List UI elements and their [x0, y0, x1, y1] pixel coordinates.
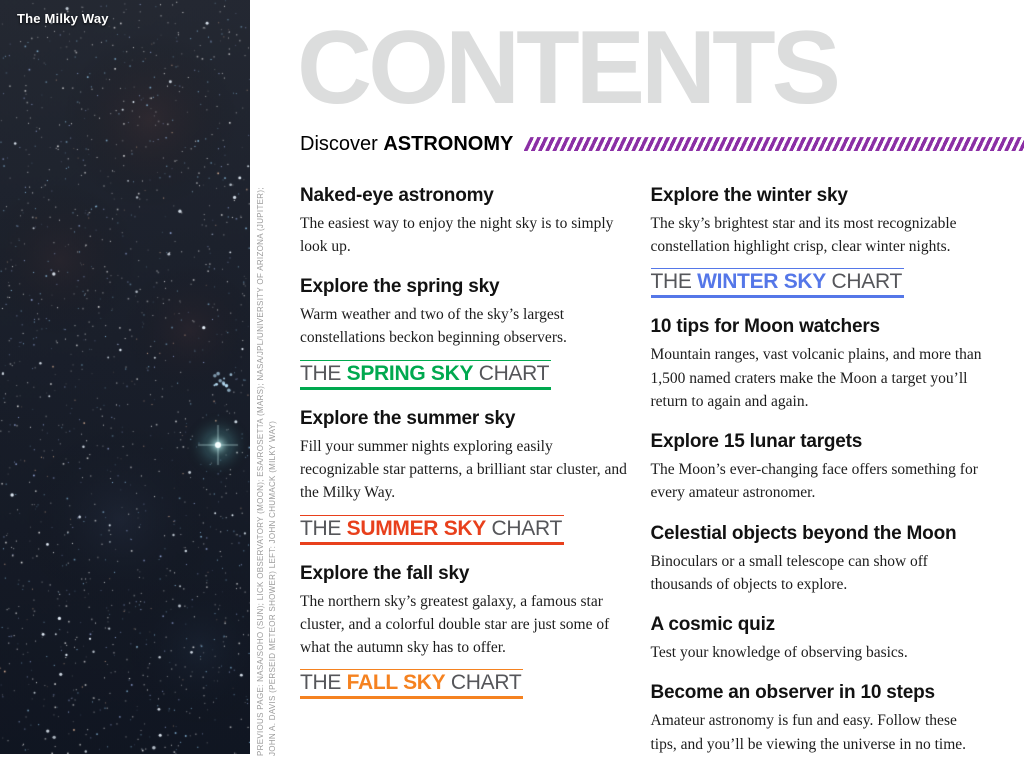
winter-sky-chart-link[interactable] — [651, 268, 904, 298]
spring-sky-chart-link[interactable] — [300, 360, 551, 390]
chart-link-season: FALL SKY — [346, 671, 446, 695]
entry-summary: Binoculars or a small telescope can show off thousands of objects to explore. — [650, 552, 928, 593]
toc-entry-lunar-targets — [651, 431, 986, 505]
chart-link-suffix: CHART — [486, 516, 562, 540]
chart-link-prefix: THE — [300, 361, 347, 385]
entry-title: Naked-eye astronomy — [300, 184, 494, 206]
summer-sky-chart-link[interactable] — [300, 515, 564, 545]
toc-entry-spring-sky — [300, 276, 635, 390]
entry-summary: The easiest way to enjoy the night sky is to simply look up. — [300, 214, 614, 255]
toc-columns — [297, 177, 1024, 756]
entry-title: Become an observer in 10 steps — [650, 682, 935, 704]
entry-title: A cosmic quiz — [650, 614, 775, 636]
kicker-regular: Discover — [300, 132, 384, 155]
page-title: CONTENTS — [297, 10, 837, 126]
hatched-divider-band — [523, 137, 1024, 151]
chart-link-season: WINTER SKY — [697, 270, 826, 294]
entry-title: Explore the winter sky — [650, 184, 848, 206]
milky-way-photo — [0, 0, 250, 754]
toc-entry-moon-tips — [651, 316, 986, 413]
entry-title: Explore 15 lunar targets — [650, 431, 863, 453]
section-kicker — [300, 133, 513, 156]
toc-entry-cosmic-quiz — [651, 614, 986, 664]
entry-summary: The northern sky’s greatest galaxy, a famous star cluster, and a colorful double star are just some of what the autumn sky has to offer. — [300, 592, 610, 657]
toc-entry-become-observer — [651, 682, 986, 756]
entry-summary: The sky’s brightest star and its most recognizable constellation highlight crisp, clear winter nights. — [650, 214, 957, 255]
photo-caption: The Milky Way — [17, 11, 109, 26]
toc-column-left — [300, 177, 635, 756]
chart-link-prefix: THE — [650, 270, 698, 294]
entry-title: 10 tips for Moon watchers — [650, 316, 880, 338]
photo-credits-line1: PREVIOUS PAGE: NASA/SOHO (SUN); LICK OBSERVATORY (MOON); ESA/ROSETTA (MARS); NASA/JPL/UNIVERSITY OF ARIZONA (JUPITER); — [256, 187, 265, 756]
fall-sky-chart-link[interactable] — [300, 669, 523, 699]
chart-link-suffix: CHART — [825, 270, 902, 294]
entry-summary: Fill your summer nights exploring easily recognizable star patterns, a brilliant star cluster, and the Milky Way. — [300, 437, 627, 502]
entry-title: Explore the spring sky — [300, 276, 500, 298]
entry-title: Celestial objects beyond the Moon — [650, 522, 957, 544]
contents-main — [297, 0, 1024, 768]
entry-summary: Amateur astronomy is fun and easy. Follow these tips, and you’ll be viewing the universe in no time. — [650, 712, 967, 753]
entry-summary: The Moon’s ever-changing face offers something for every amateur astronomer. — [650, 461, 978, 502]
entry-title: Explore the fall sky — [300, 562, 470, 584]
photo-credits-line2: JOHN A. DAVIS (PERSEID METEOR SHOWER) LEFT: JOHN CHUMACK (MILKY WAY) — [268, 420, 277, 756]
kicker-bold: ASTRONOMY — [383, 132, 514, 155]
section-kicker-row — [297, 133, 1024, 156]
entry-summary: Warm weather and two of the sky’s largest constellations beckon beginning observers. — [300, 306, 567, 347]
entry-summary: Test your knowledge of observing basics. — [650, 644, 908, 662]
entry-summary: Mountain ranges, vast volcanic plains, and more than 1,500 named craters make the Moon a target you’ll return to again and again. — [650, 346, 982, 410]
chart-link-suffix: CHART — [473, 361, 550, 385]
entry-title: Explore the summer sky — [300, 407, 516, 429]
toc-entry-fall-sky — [300, 563, 635, 700]
starfield-image — [0, 0, 250, 754]
toc-entry-celestial-objects — [651, 523, 986, 597]
toc-entry-naked-eye — [300, 185, 635, 259]
chart-link-prefix: THE — [300, 516, 347, 540]
chart-link-season: SPRING SKY — [346, 361, 474, 385]
toc-entry-summer-sky — [300, 408, 635, 545]
chart-link-suffix: CHART — [445, 671, 522, 695]
toc-column-right — [651, 177, 986, 756]
photo-credits — [255, 178, 279, 756]
toc-entry-winter-sky — [651, 185, 986, 299]
chart-link-season: SUMMER SKY — [346, 516, 486, 540]
chart-link-prefix: THE — [300, 671, 347, 695]
